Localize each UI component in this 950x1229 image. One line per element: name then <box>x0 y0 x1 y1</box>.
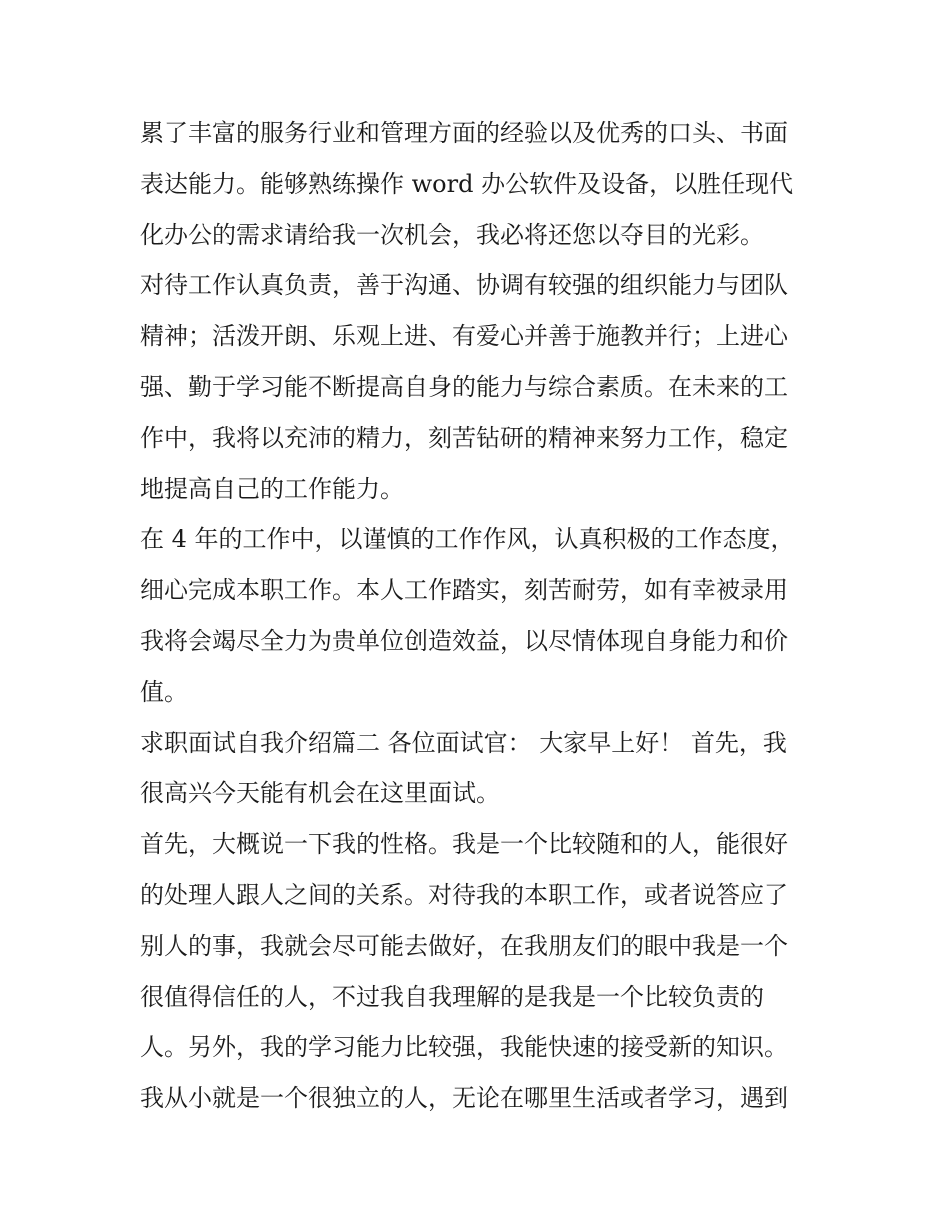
text-line: 细心完成本职工作。本人工作踏实，刻苦耐劳，如有幸被录用 <box>140 576 788 605</box>
text-line: 很高兴今天能有机会在这里面试。 <box>140 779 500 808</box>
text-line: 强、勤于学习能不断提高自身的能力与综合素质。在未来的工 <box>140 372 788 401</box>
text-line: 的处理人跟人之间的关系。对待我的本职工作，或者说答应了 <box>140 880 788 909</box>
text-line: 累了丰富的服务行业和管理方面的经验以及优秀的口头、书面 <box>140 119 788 147</box>
text-line: 很值得信任的人，不过我自我理解的是我是一个比较负责的 <box>140 982 764 1011</box>
document-body <box>140 108 820 1124</box>
text-line: 地提高自己的工作能力。 <box>140 474 404 503</box>
text-line: 首先，大概说一下我的性格。我是一个比较随和的人，能很好 <box>140 830 788 859</box>
text-line: 化办公的需求请给我一次机会，我必将还您以夺目的光彩。 <box>140 220 764 249</box>
text-line: 人。另外，我的学习能力比较强，我能快速的接受新的知识。 <box>140 1033 788 1062</box>
text-line: 我从小就是一个很独立的人，无论在哪里生活或者学习，遇到 <box>140 1084 788 1113</box>
text-line: 在 4 年的工作中，以谨慎的工作作风，认真积极的工作态度， <box>140 525 795 554</box>
text-line: 我将会竭尽全力为贵单位创造效益，以尽情体现自身能力和价 <box>140 626 788 655</box>
text-line: 值。 <box>140 677 188 706</box>
text-line: 精神；活泼开朗、乐观上进、有爱心并善于施教并行；上进心 <box>140 322 788 351</box>
text-line: 别人的事，我就会尽可能去做好，在我朋友们的眼中我是一个 <box>140 931 788 960</box>
text-line: 对待工作认真负责，善于沟通、协调有较强的组织能力与团队 <box>140 271 788 300</box>
text-line: 求职面试自我介绍篇二 各位面试官： 大家早上好！ 首先，我 <box>140 728 787 757</box>
text-line: 表达能力。能够熟练操作 word 办公软件及设备，以胜任现代 <box>140 169 794 198</box>
text-line: 作中，我将以充沛的精力，刻苦钻研的精神来努力工作，稳定 <box>140 423 788 452</box>
